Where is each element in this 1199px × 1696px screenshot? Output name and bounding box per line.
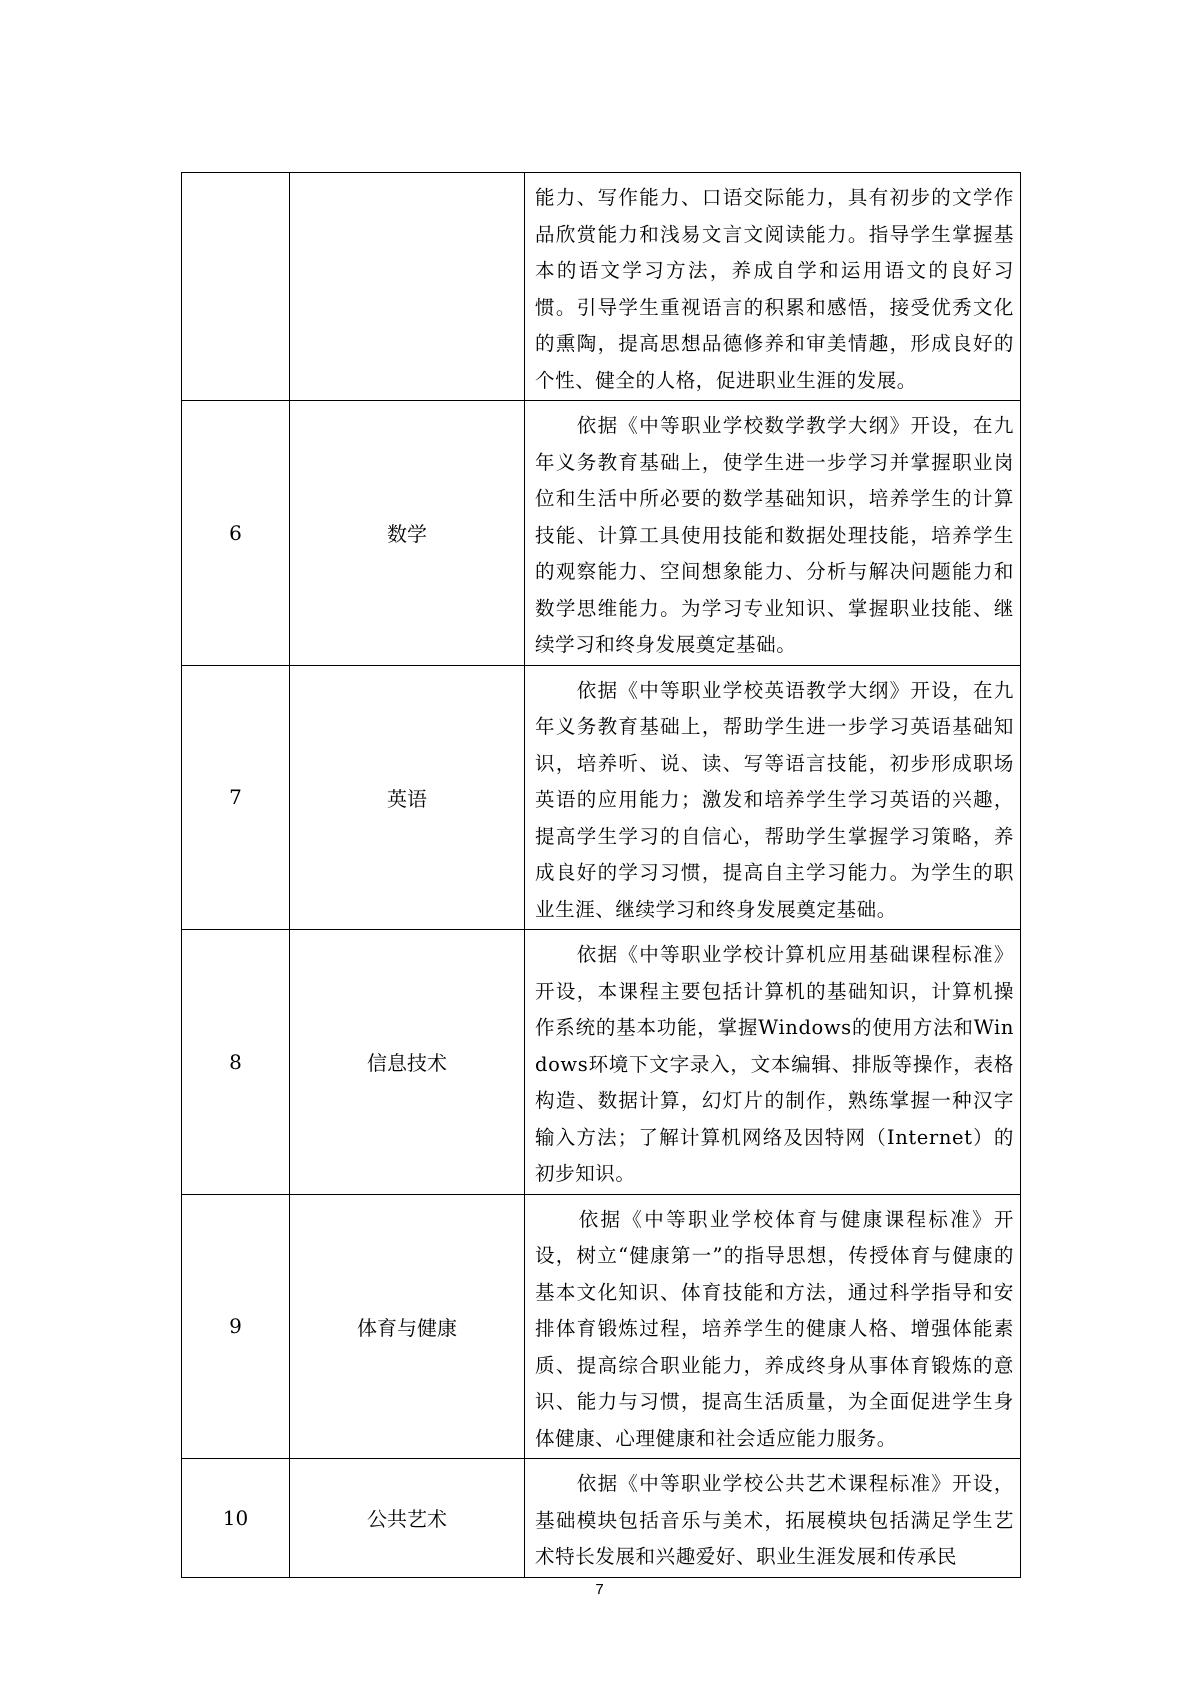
table-row (182, 665, 1021, 930)
course-table (181, 172, 1021, 1578)
course-name-cell (290, 173, 525, 401)
course-description-cell (525, 401, 1021, 666)
course-number-cell (182, 173, 290, 401)
course-name-cell: 公共艺术 (290, 1459, 525, 1578)
course-description-text: 依据《中等职业学校体育与健康课程标准》开设，树立“健康第一”的指导思想，传授体育与健康的基本文化知识、体育技能和方法，通过科学指导和安排体育锻炼过程，培养学生的健康人格、增强体能素质、提高综合职业能力，养成终身从事体育锻炼的意识、能力与习惯，提高生活质量，为全面促进学生身体健康、心理健康和社会适应能力服务。 (535, 1207, 1014, 1450)
course-name-cell: 信息技术 (290, 930, 525, 1195)
course-number-cell: 10 (182, 1459, 290, 1578)
course-name-cell: 体育与健康 (290, 1194, 525, 1459)
course-description-text: 依据《中等职业学校英语教学大纲》开设，在九年义务教育基础上，帮助学生进一步学习英语基础知识，培养听、说、读、写等语言技能，初步形成职场英语的应用能力；激发和培养学生学习英语的兴趣，提高学生学习的自信心，帮助学生掌握学习策略，养成良好的学习习惯，提高自主学习能力。为学生的职业生涯、继续学习和终身发展奠定基础。 (535, 678, 1014, 921)
course-description-cell (525, 930, 1021, 1195)
course-description-text: 能力、写作能力、口语交际能力，具有初步的文学作品欣赏能力和浅易文言文阅读能力。指导学生掌握基本的语文学习方法，养成自学和运用语文的良好习惯。引导学生重视语言的积累和感悟，接受优秀文化的熏陶，提高思想品德修养和审美情趣，形成良好的个性、健全的人格，促进职业生涯的发展。 (535, 186, 1014, 392)
table-row (182, 1194, 1021, 1459)
course-name-cell: 数学 (290, 401, 525, 666)
table-row (182, 173, 1021, 401)
course-description-cell (525, 1459, 1021, 1578)
table-row (182, 930, 1021, 1195)
course-description-cell (525, 173, 1021, 401)
course-description-cell (525, 1194, 1021, 1459)
course-description-text: 依据《中等职业学校计算机应用基础课程标准》开设，本课程主要包括计算机的基础知识，计算机操作系统的基本功能，掌握Windows的使用方法和Windows环境下文字录入，文本编辑、排版等操作，表格构造、数据计算，幻灯片的制作，熟练掌握一种汉字输入方法；了解计算机网络及因特网（Internet）的初步知识。 (535, 943, 1014, 1185)
page-number: 7 (595, 1581, 604, 1598)
course-number-cell: 7 (182, 665, 290, 930)
course-number-cell: 9 (182, 1194, 290, 1459)
course-name-cell: 英语 (290, 665, 525, 930)
course-description-cell (525, 665, 1021, 930)
course-description-text: 依据《中等职业学校数学教学大纲》开设，在九年义务教育基础上，使学生进一步学习并掌握职业岗位和生活中所必要的数学基础知识，培养学生的计算技能、计算工具使用技能和数据处理技能，培养学生的观察能力、空间想象能力、分析与解决问题能力和数学思维能力。为学习专业知识、掌握职业技能、继续学习和终身发展奠定基础。 (535, 414, 1014, 656)
course-number-cell: 8 (182, 930, 290, 1195)
course-number-cell: 6 (182, 401, 290, 666)
table-row (182, 1459, 1021, 1578)
course-description-text: 依据《中等职业学校公共艺术课程标准》开设，基础模块包括音乐与美术，拓展模块包括满足学生艺术特长发展和兴趣爱好、职业生涯发展和传承民 (535, 1472, 1014, 1568)
table-row (182, 401, 1021, 666)
